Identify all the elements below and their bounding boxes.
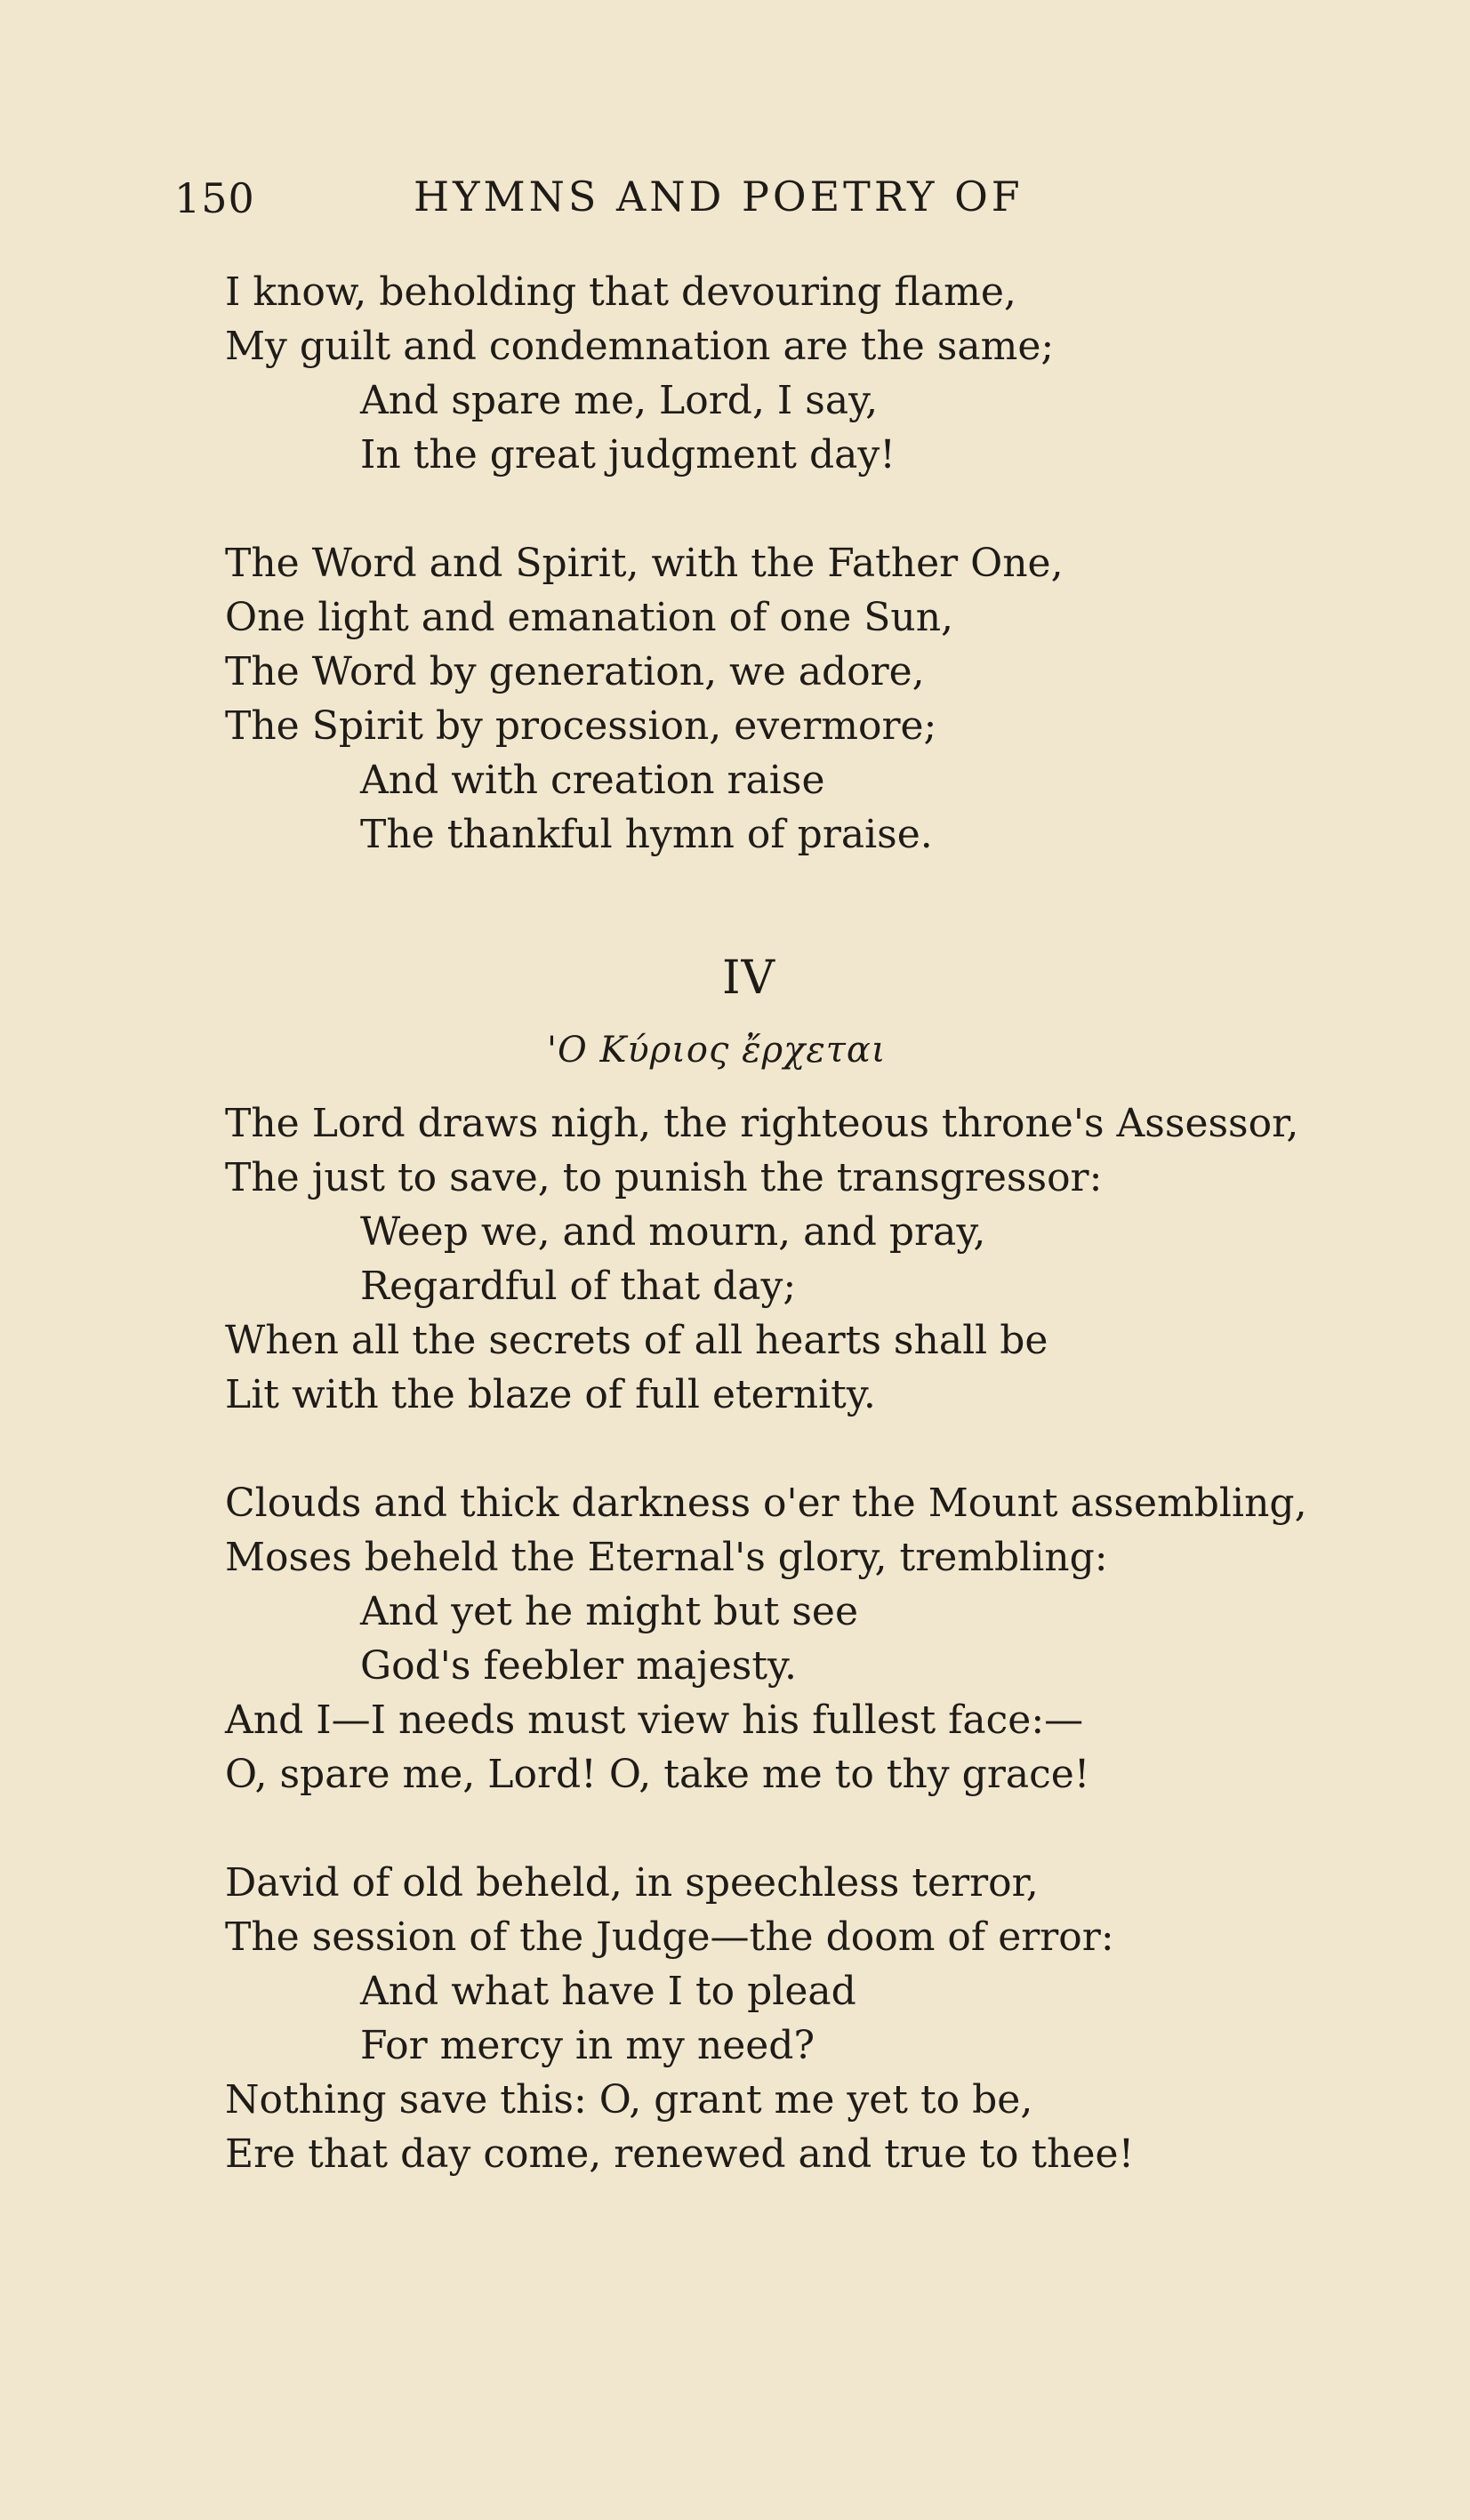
- poem-line: My guilt and condemnation are the same;: [225, 324, 1055, 369]
- poem-line: The Word by generation, we adore,: [225, 649, 925, 694]
- poem-line: Nothing save this: O, grant me yet to be,: [225, 2077, 1033, 2123]
- poem-line: Clouds and thick darkness o'er the Mount assembling,: [225, 1481, 1307, 1526]
- poem-line: Ere that day come, renewed and true to thee!: [225, 2131, 1135, 2177]
- poem-line: The Spirit by procession, evermore;: [225, 703, 937, 749]
- poem-line: And yet he might but see: [360, 1589, 858, 1634]
- poem-line: And with creation raise: [360, 758, 825, 803]
- poem-line: I know, beholding that devouring flame,: [225, 269, 1016, 315]
- poem-line: And I—I needs must view his fullest face:—: [225, 1697, 1084, 1743]
- poem-line: The Word and Spirit, with the Father One,: [225, 541, 1064, 586]
- poem-line: Lit with the blaze of full eternity.: [225, 1372, 876, 1417]
- poem-line: When all the secrets of all hearts shall be: [225, 1318, 1048, 1363]
- poem-line: The just to save, to punish the transgressor:: [225, 1155, 1103, 1200]
- section-epigraph: 'Ο Κύριος ἔρχεται: [547, 1030, 887, 1071]
- poem-line: And what have I to plead: [360, 1969, 856, 2014]
- poem-line: God's feebler majesty.: [360, 1643, 798, 1689]
- running-head: HYMNS AND POETRY OF: [414, 173, 1024, 221]
- poem-line: David of old beheld, in speechless terror,: [225, 1860, 1039, 1906]
- poem-line: The Lord draws nigh, the righteous throne's Assessor,: [225, 1101, 1299, 1146]
- poem-line: Moses beheld the Eternal's glory, trembling:: [225, 1535, 1108, 1580]
- poem-line: The session of the Judge—the doom of error:: [225, 1914, 1114, 1960]
- poem-line: Regardful of that day;: [360, 1264, 797, 1309]
- poem-line: One light and emanation of one Sun,: [225, 595, 954, 640]
- poem-line: For mercy in my need?: [360, 2023, 815, 2068]
- poem-line: In the great judgment day!: [360, 432, 896, 478]
- section-number: IV: [722, 951, 776, 1005]
- poem-line: O, spare me, Lord! O, take me to thy grace!: [225, 1752, 1090, 1797]
- poem-line: The thankful hymn of praise.: [360, 812, 933, 857]
- poem-line: Weep we, and mourn, and pray,: [360, 1209, 986, 1255]
- poem-line: And spare me, Lord, I say,: [360, 378, 879, 423]
- page-number: 150: [174, 174, 255, 222]
